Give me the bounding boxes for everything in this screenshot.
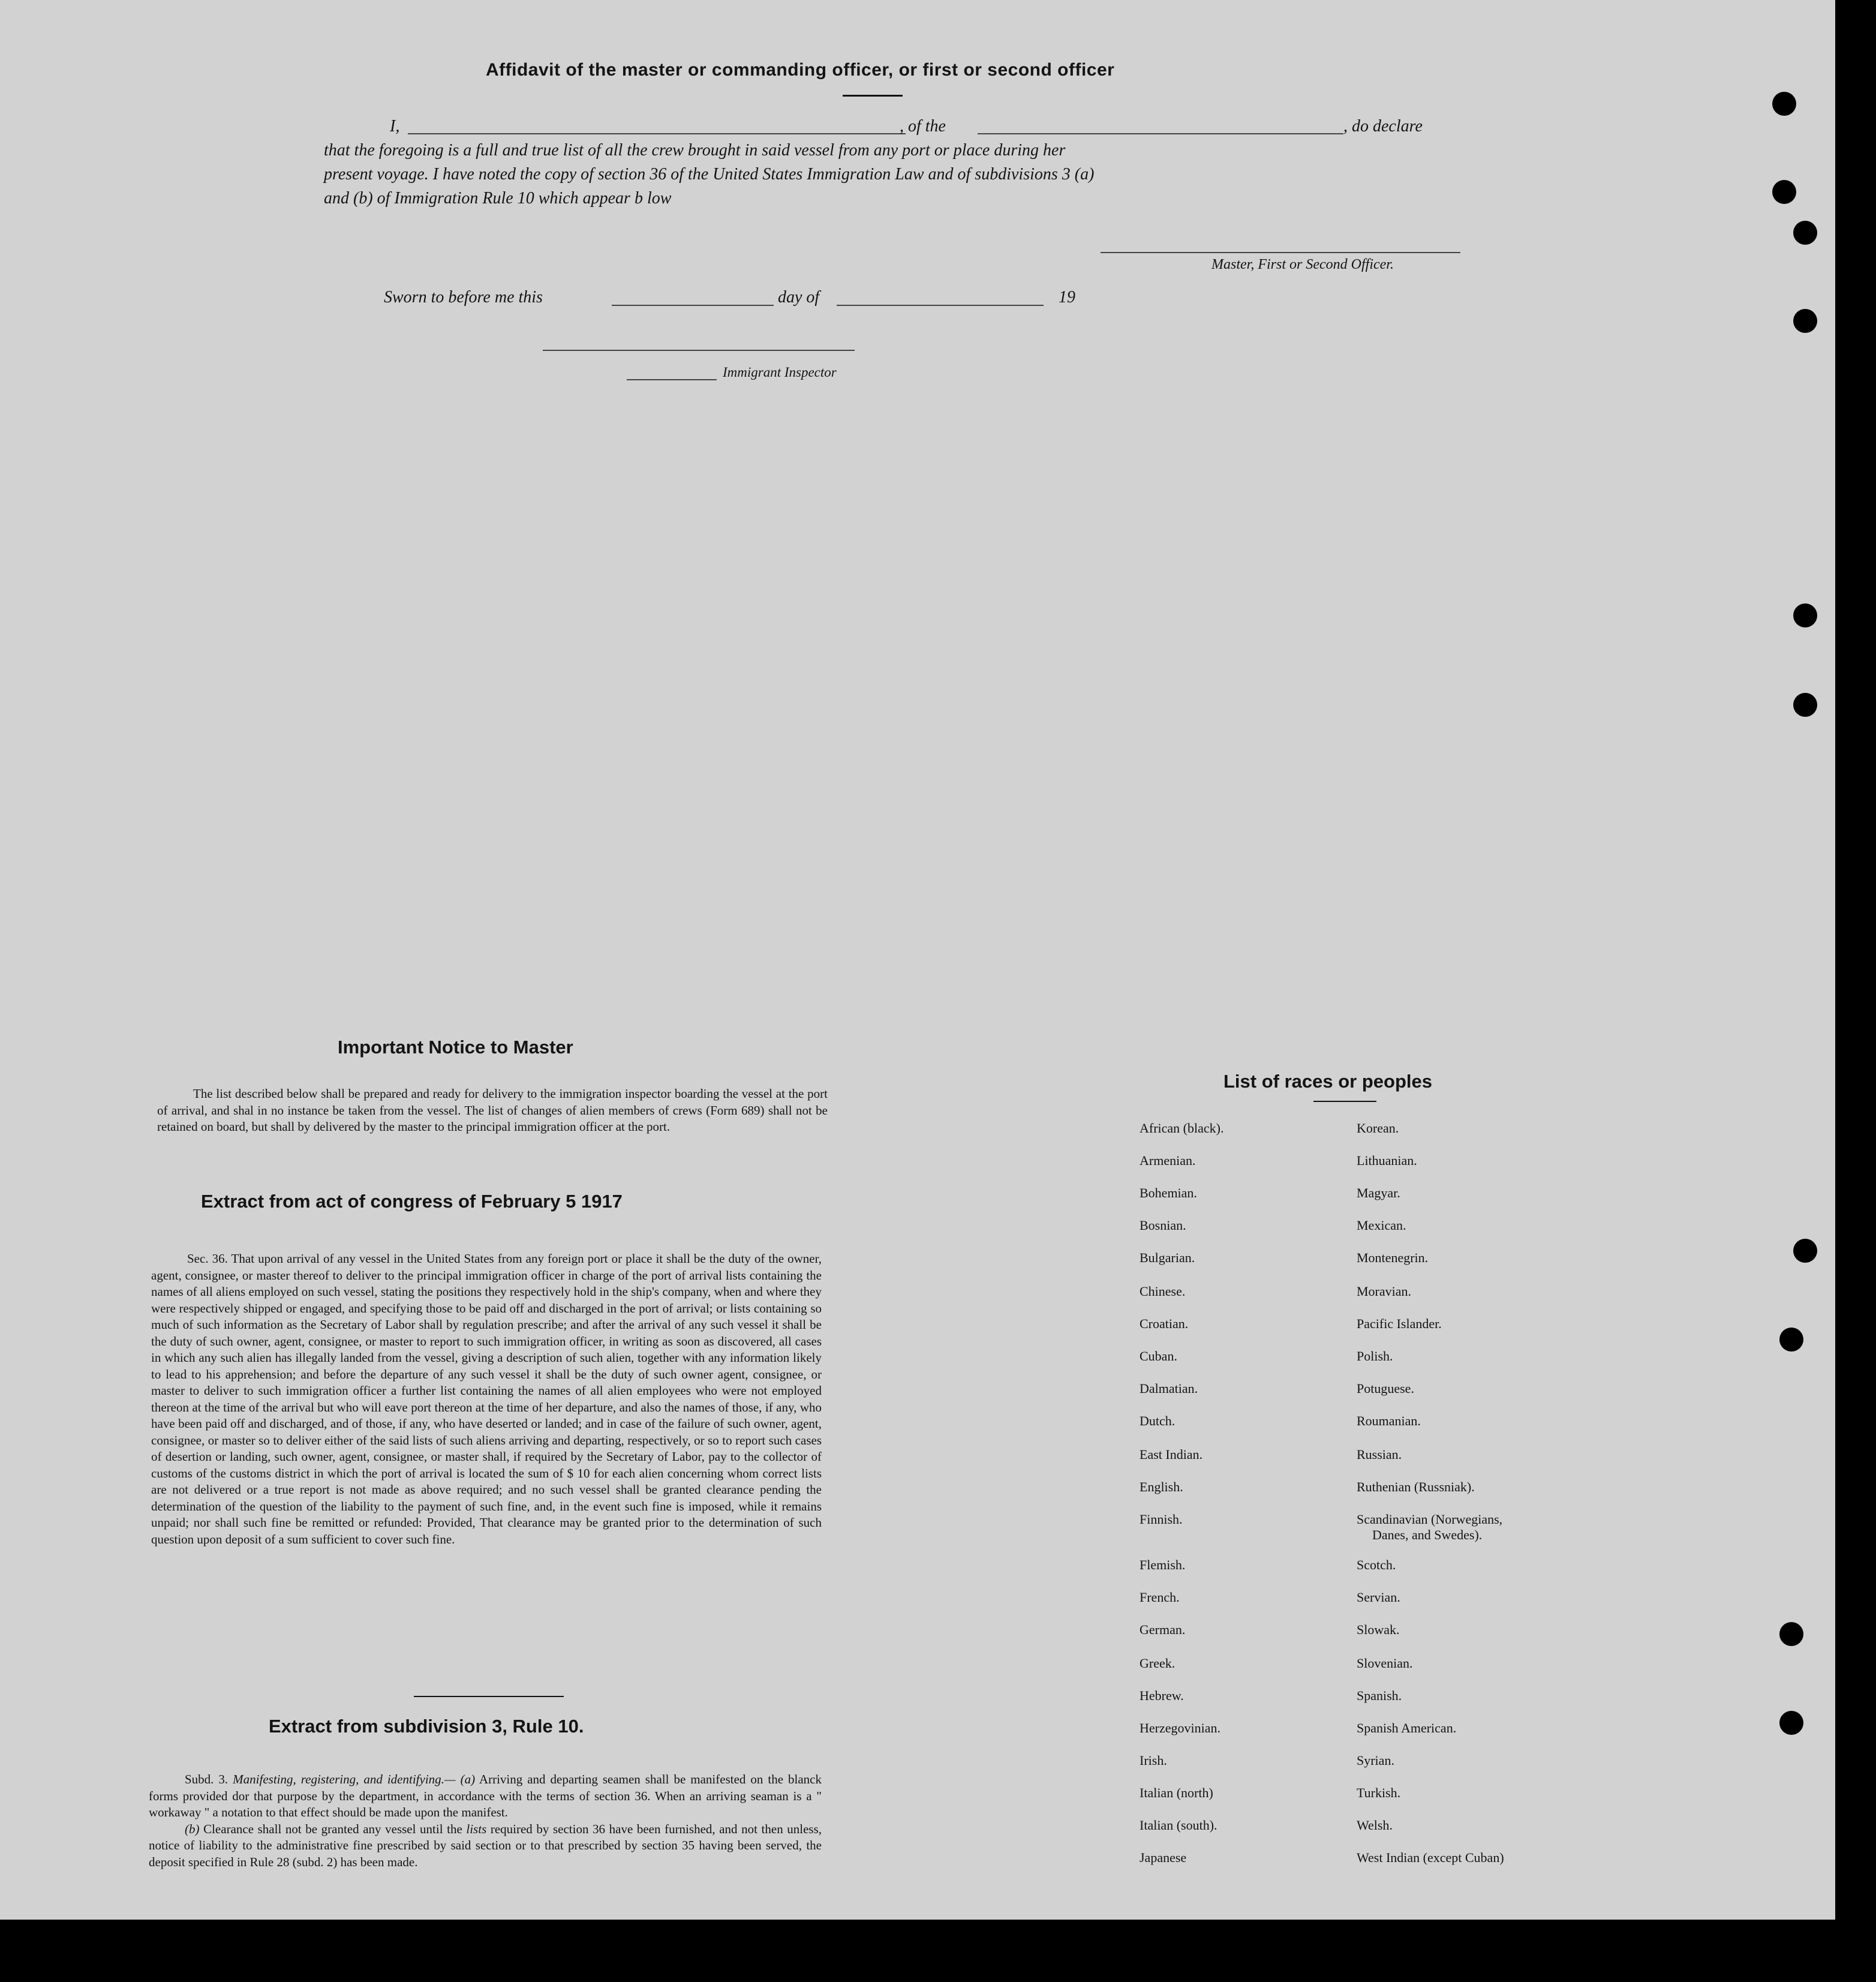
race-item: Polish. — [1357, 1349, 1393, 1364]
rule-10-text — [149, 1771, 822, 1870]
punch-hole — [1772, 92, 1796, 116]
race-item: Syrian. — [1357, 1753, 1394, 1768]
races-title: List of races or peoples — [1223, 1071, 1432, 1092]
subd-heading: Manifesting, registering, and identifying.— (a) — [233, 1772, 476, 1786]
declare-label: , do declare — [1343, 117, 1423, 136]
subd-b-label: (b) — [185, 1821, 200, 1836]
race-item: Magyar. — [1357, 1185, 1400, 1200]
race-item: Turkish. — [1357, 1785, 1401, 1800]
race-item: Potuguese. — [1357, 1381, 1414, 1396]
of-the-label: , of the — [900, 117, 946, 136]
punch-hole — [1793, 603, 1817, 627]
race-item: Spanish. — [1357, 1688, 1402, 1703]
race-item: Hebrew. — [1140, 1688, 1184, 1703]
inspector-short-line — [627, 379, 717, 380]
race-item: African (black). — [1140, 1121, 1224, 1136]
race-item: Mexican. — [1357, 1218, 1406, 1233]
year-label: 19 — [1059, 288, 1075, 307]
master-signature-label: Master, First or Second Officer. — [1211, 257, 1394, 272]
races-left-column — [1140, 1121, 1367, 1888]
notice-text — [157, 1086, 828, 1136]
notice-title: Important Notice to Master — [338, 1037, 573, 1058]
section-36-body: That upon arrival of any vessel in the United States from any foreign port or place it shall be the duty of the owner, agent, consignee, or master thereof to deliver to the principal immigration officer in charge of the port of arrival lists containing the names of all aliens employed on such vessel, stating the positions they respectively hold in the ship's company, when and where they were respectively shipped or engaged, and specifying those to be paid off and discharged in the port of arrival; or lists containing so much of such information as the Secretary of Labor shall by regulation prescribe; and after the arrival of any such vessel it shall be the duty of such owner, agent, consignee, or master to report to such immigration officer, in writing as soon as discovered, all cases in which any such alien has illegally landed from the vessel, giving a description of such alien, together with any information likely to lead to his apprehension; and before the departure of any such vessel it shall be the duty of such owner agent, consignee, or master to deliver to such immigration officer a further list containing the names of all alien employees who were not employed thereon at the time of the arrival but who will eave port thereon at the time of her departure, and also the names of those, if any, who have been paid off and discharged, and of those, if any, who have deserted or landed; and in case of the failure of such owner, agent, consignee, or master so to deliver either of the said lists of such aliens arriving and departing, respectively, or so to report such cases of desertion or landing, such owner, agent, consignee, or master shall, if required by the Secretary of Labor, pay to the collector of customs of the customs district in which the port of arrival is located the sum of $ 10 for each alien concerning whom correct lists are not delivered or a true report is not made as above required; and no such vessel shall be granted clearance pending the determination of the question of the liability to the payment of such fine, and, in the event such fine is imposed, while it remains unpaid; nor shall such fine be remitted or refunded: Provided, That clearance may be granted prior to the determination of such question upon deposit of a sum sufficient to cover such fine. — [151, 1251, 822, 1546]
race-item: Slowak. — [1357, 1622, 1400, 1637]
race-item: Finnish. — [1140, 1512, 1183, 1527]
race-item: Servian. — [1357, 1590, 1400, 1605]
race-item: Japanese — [1140, 1850, 1187, 1865]
race-item: Roumanian. — [1357, 1413, 1421, 1428]
race-item: Ruthenian (Russniak). — [1357, 1479, 1475, 1494]
inspector-signature-line[interactable] — [543, 350, 855, 351]
sworn-day-line[interactable] — [612, 305, 774, 306]
extract-rule-title: Extract from subdivision 3, Rule 10. — [269, 1716, 584, 1737]
race-item: Chinese. — [1140, 1284, 1186, 1299]
race-item: Bohemian. — [1140, 1185, 1197, 1200]
punch-hole — [1779, 1328, 1803, 1352]
affidavit-line-2: present voyage. I have noted the copy of section 36 of the United States Immigration Law and of subdivisions 3 (a) — [324, 165, 1095, 184]
race-item: Scandinavian (Norwegians, — [1357, 1512, 1503, 1527]
race-item: Croatian. — [1140, 1316, 1189, 1331]
affidavit-title: Affidavit of the master or commanding officer, or first or second officer — [486, 60, 1115, 80]
race-item: Scotch. — [1357, 1557, 1396, 1572]
name-field-line[interactable] — [408, 133, 906, 134]
race-item: French. — [1140, 1590, 1180, 1605]
race-item: Moravian. — [1357, 1284, 1412, 1299]
sworn-label: Sworn to before me this — [384, 288, 543, 307]
affidavit-line-1: that the foregoing is a full and true list of all the crew brought in said vessel from any port or place during her — [324, 141, 1066, 160]
race-item: Montenegrin. — [1357, 1250, 1429, 1265]
race-item: English. — [1140, 1479, 1183, 1494]
extract-act-title: Extract from act of congress of February 5 1917 — [201, 1191, 623, 1212]
race-item: Dutch. — [1140, 1413, 1175, 1428]
notice-paragraph: The list described below shall be prepared and ready for delivery to the immigration inspector boarding the vessel at the port of arrival, and shal in no instance be taken from the vessel. The list of changes of alien members of crews (Form 689) shall not be retained on board, but shall by delivered by the master to the principal immigration officer at the port. — [157, 1086, 828, 1134]
extract-divider — [414, 1696, 564, 1697]
inspector-label: Immigrant Inspector — [723, 365, 837, 380]
race-item: Welsh. — [1357, 1818, 1393, 1833]
race-item: Russian. — [1357, 1447, 1402, 1462]
race-item: East Indian. — [1140, 1447, 1203, 1462]
subd-b-lists: lists — [466, 1821, 487, 1836]
punch-hole — [1772, 180, 1796, 204]
race-item: Cuban. — [1140, 1349, 1177, 1364]
punch-hole — [1793, 221, 1817, 245]
punch-hole — [1793, 309, 1817, 333]
race-item: Greek. — [1140, 1656, 1175, 1671]
vessel-field-line[interactable] — [978, 133, 1343, 134]
race-item: Lithuanian. — [1357, 1153, 1417, 1168]
race-item: Spanish American. — [1357, 1720, 1457, 1735]
day-of-label: day of — [778, 288, 820, 307]
title-underline — [843, 95, 903, 97]
subd-b-pre: Clearance shall not be granted any vessel until the — [203, 1821, 462, 1836]
race-item: German. — [1140, 1622, 1186, 1637]
i-label: I, — [390, 117, 400, 136]
affidavit-line-3: and (b) of Immigration Rule 10 which appear b low — [324, 189, 672, 208]
race-item: West Indian (except Cuban) — [1357, 1850, 1504, 1865]
section-36-text — [151, 1251, 822, 1548]
race-item: Slovenian. — [1357, 1656, 1413, 1671]
race-item: Italian (north) — [1140, 1785, 1213, 1800]
sworn-month-line[interactable] — [837, 305, 1044, 306]
race-item: Bosnian. — [1140, 1218, 1186, 1233]
race-item: Korean. — [1357, 1121, 1399, 1136]
race-item: Dalmatian. — [1140, 1381, 1198, 1396]
race-item: Italian (south). — [1140, 1818, 1217, 1833]
subd-a-text: Arriving and departing seamen shall be manifested on the blanck forms provided dor that purpose by the department, in accordance with the terms of section 36. When an arriving seaman is a " workaway " a notation to that effect should be made upon the manifest. — [149, 1772, 822, 1819]
races-right-column — [1357, 1121, 1597, 1888]
master-signature-line[interactable] — [1101, 252, 1460, 253]
punch-hole — [1779, 1711, 1803, 1735]
race-item: Armenian. — [1140, 1153, 1196, 1168]
section-label: Sec. 36. — [187, 1251, 228, 1266]
punch-hole — [1779, 1622, 1803, 1646]
race-item: Irish. — [1140, 1753, 1167, 1768]
race-item: Danes, and Swedes). — [1372, 1527, 1483, 1542]
punch-hole — [1793, 1239, 1817, 1263]
race-item: Herzegovinian. — [1140, 1720, 1220, 1735]
punch-hole — [1793, 693, 1817, 717]
subd-label: Subd. 3. — [185, 1772, 229, 1786]
races-title-underline — [1313, 1101, 1376, 1102]
race-item: Pacific Islander. — [1357, 1316, 1442, 1331]
race-item: Flemish. — [1140, 1557, 1186, 1572]
race-item: Bulgarian. — [1140, 1250, 1195, 1265]
subd-b-post: required by section 36 have been furnished, and not then unless, notice of liability to the administrative fine prescribed by said section or to that prescribed by section 35 having been served, the deposit specified in Rule 28 (subd. 2) has been made. — [149, 1821, 822, 1869]
